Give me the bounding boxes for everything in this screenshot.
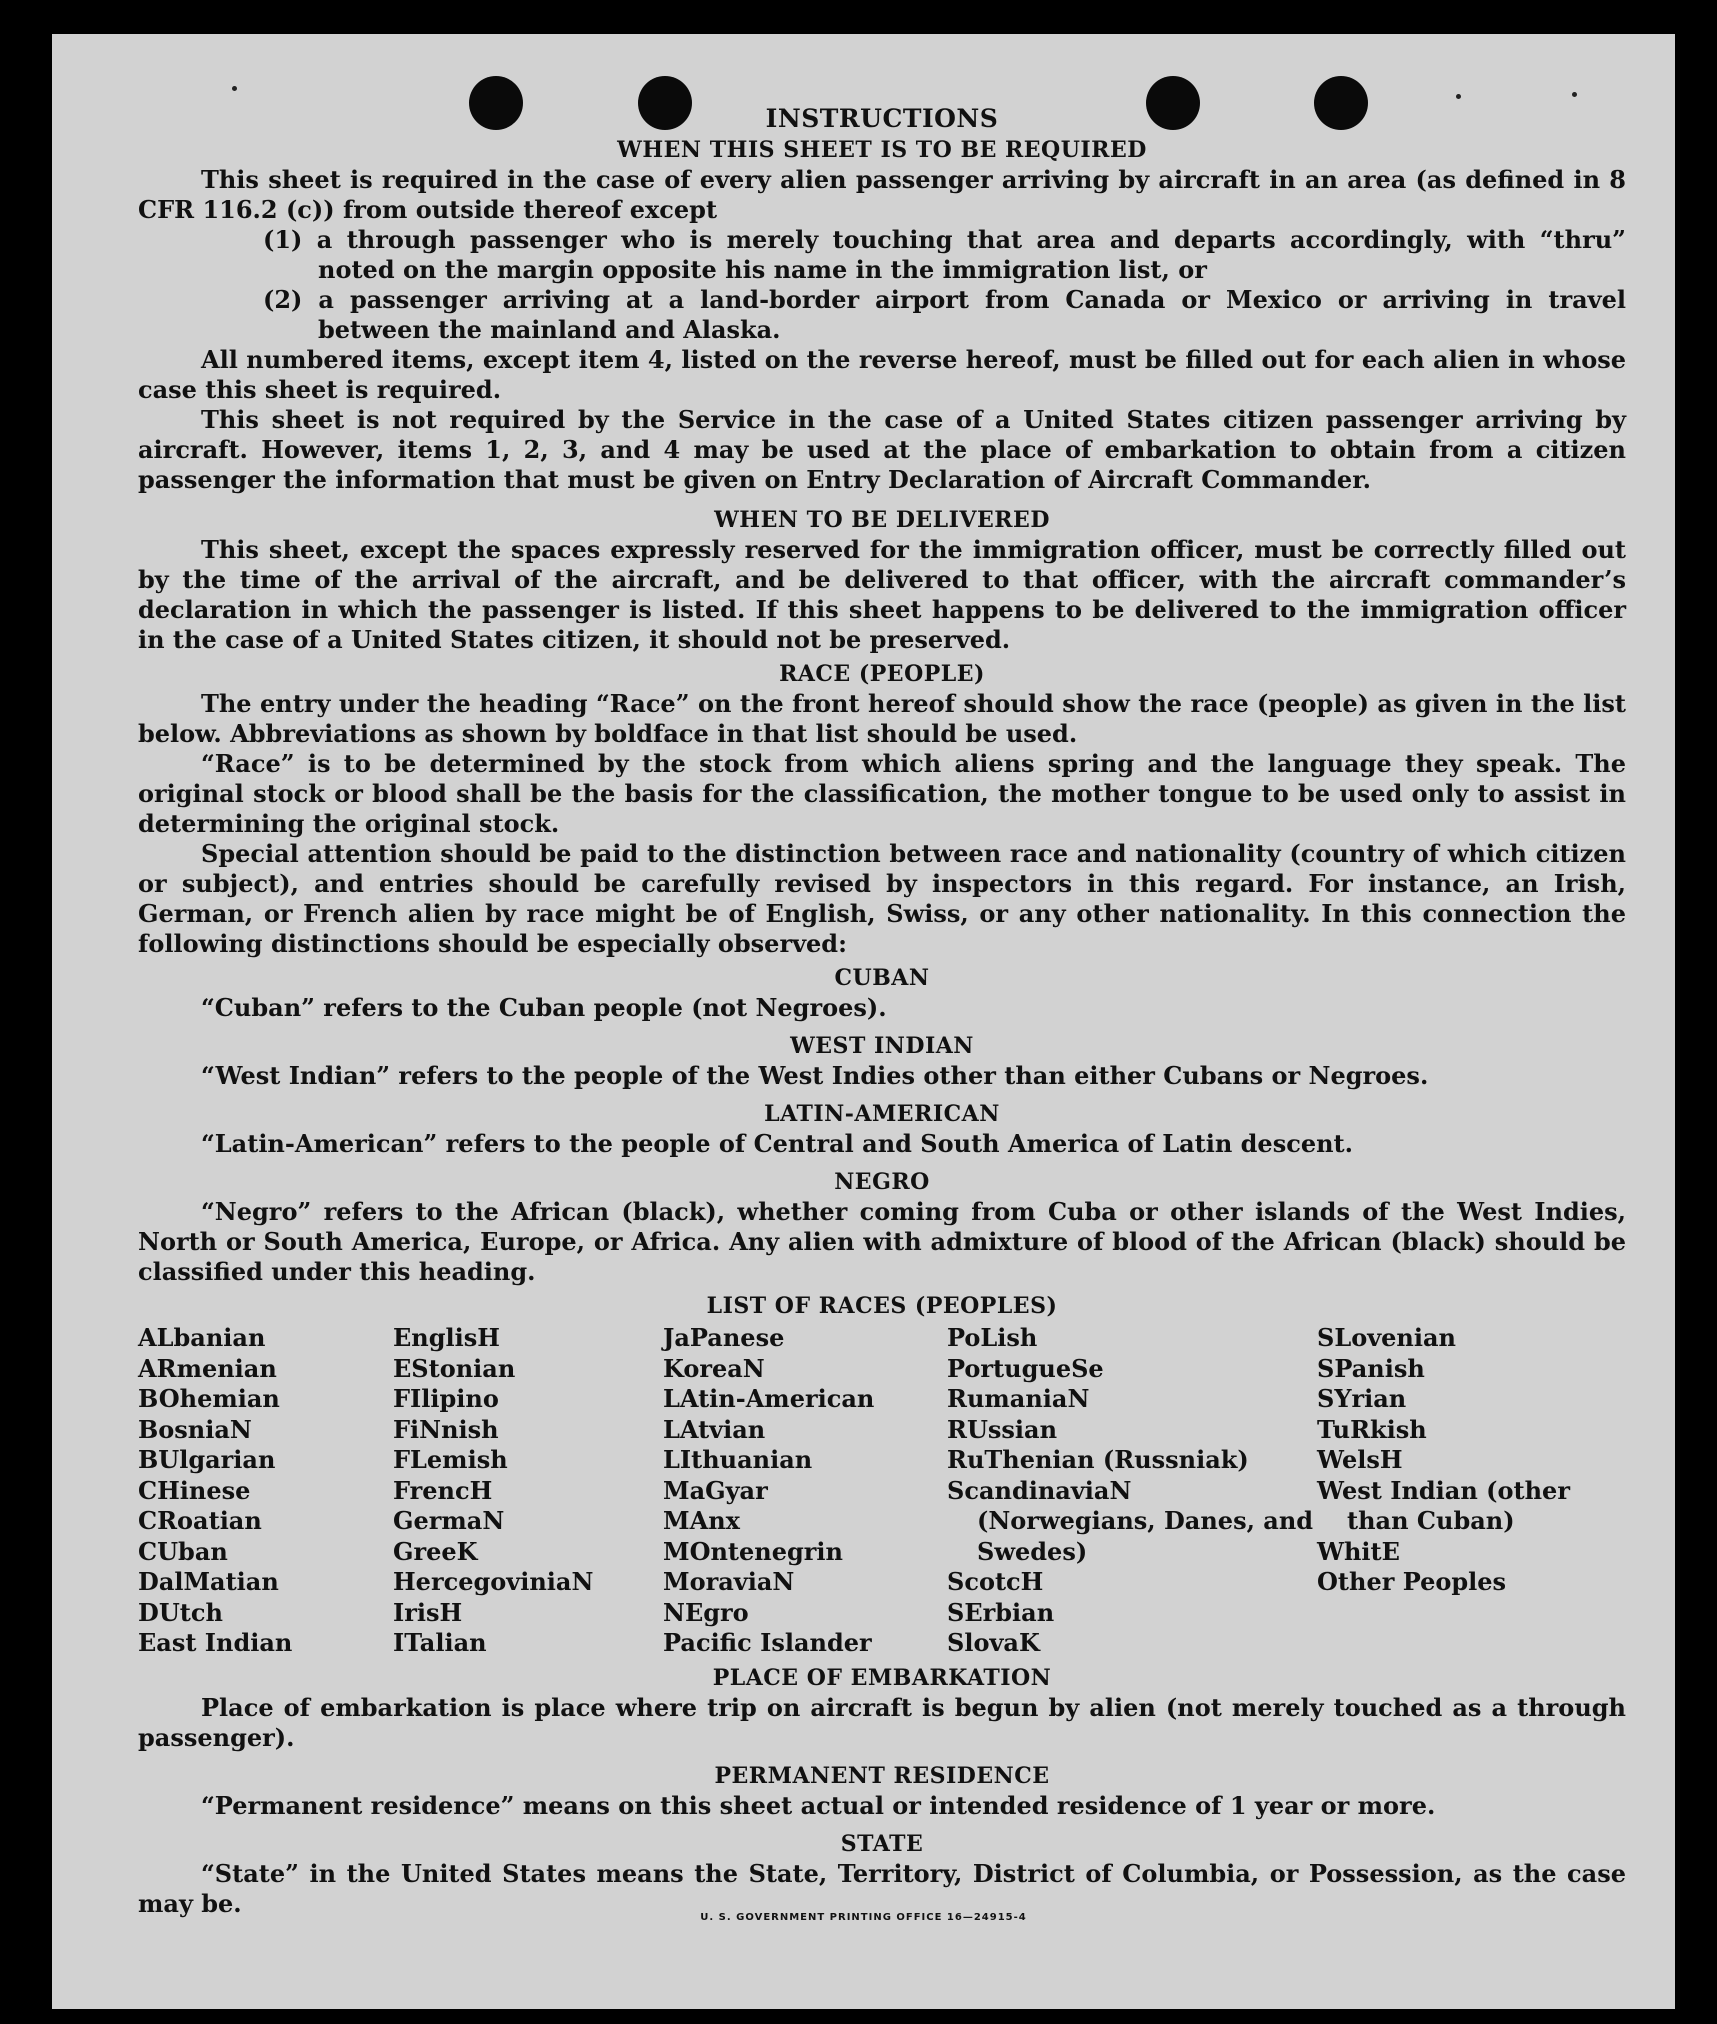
- race-entry: MAnx: [663, 1506, 740, 1535]
- race-entry: PoLish: [947, 1323, 1038, 1352]
- race-entry: CHinese: [138, 1475, 251, 1505]
- section-heading: RACE (PEOPLE): [779, 661, 985, 687]
- race-column: [947, 1323, 1317, 1659]
- printer-imprint: U. S. GOVERNMENT PRINTING OFFICE 16—24915-4: [700, 1912, 1027, 1923]
- list-item: (1) a through passenger who is merely touching that area and departs accordingly, with “thru” noted on the margin opposite his name in the immigration list, or: [263, 225, 1626, 284]
- race-entry: MaGyar: [663, 1475, 768, 1505]
- race-entry: RUssian: [947, 1414, 1058, 1444]
- race-entry: SErbian: [947, 1597, 1055, 1627]
- paragraph: “State” in the United States means the State, Territory, District of Columbia, or Possession, as the case may be.: [138, 1858, 1626, 1918]
- race-entry: FrencH: [393, 1475, 493, 1505]
- paragraph: “Cuban” refers to the Cuban people (not Negroes).: [201, 993, 887, 1022]
- paragraph: The entry under the heading “Race” on the front hereof should show the race (people) as given in the list below. Abbreviations as shown by boldface in that list should be used.: [138, 689, 1626, 748]
- race-entry: LAtin-American: [663, 1384, 875, 1413]
- document-sheet: [52, 34, 1675, 2009]
- paragraph: Place of embarkation is place where trip on aircraft is begun by alien (not merely touched as a through passenger).: [138, 1692, 1626, 1752]
- race-entry: EStonian: [393, 1353, 516, 1383]
- race-entry: BOhemian: [138, 1384, 280, 1413]
- paragraph: This sheet, except the spaces expressly reserved for the immigration officer, must be correctly filled out by the time of the arrival of the aircraft, and be delivered to that officer, with the aircraft commander’s declaration in which the passenger is listed. If this sheet happens to be delivered to the immigration officer in the case of a United States citizen, it should not be preserved.: [138, 535, 1626, 654]
- list-item: (2) a passenger arriving at a land-border airport from Canada or Mexico or arriving in travel between the mainland and Alaska.: [263, 285, 1626, 344]
- race-entry: GermaN: [393, 1506, 505, 1535]
- paragraph: “Race” is to be determined by the stock from which aliens spring and the language they speak. The original stock or blood shall be the basis for the classification, the mother tongue to be used only to assist in determining the original stock.: [138, 749, 1626, 838]
- race-entry: RuThenian (Russniak): [947, 1445, 1249, 1474]
- race-entry: KoreaN: [663, 1353, 765, 1383]
- race-entry: HercegoviniaN: [393, 1567, 594, 1596]
- race-entry: Pacific Islander: [663, 1628, 872, 1657]
- race-entry: East Indian: [138, 1628, 293, 1657]
- speck: [1456, 94, 1461, 99]
- race-column: [138, 1323, 393, 1659]
- race-entry: EnglisH: [393, 1323, 500, 1352]
- race-list: [138, 1323, 1626, 1659]
- paragraph: This sheet is required in the case of every alien passenger arriving by aircraft in an area (as defined in 8 CFR 116.2 (c)) from outside thereof except: [138, 165, 1626, 224]
- paragraph: Special attention should be paid to the distinction between race and nationality (country of which citizen or subject), and entries should be carefully revised by inspectors in this regard. For instance, an Irish, German, or French alien by race might be of English, Swiss, or any other nationality. In this connection the following distinctions should be especially observed:: [138, 839, 1626, 958]
- race-entry: RumaniaN: [947, 1384, 1090, 1413]
- race-entry: ScandinaviaN (Norwegians, Danes, and Swedes): [947, 1475, 1314, 1566]
- race-entry: ScotcH: [947, 1567, 1044, 1596]
- race-entry: FLemish: [393, 1445, 508, 1474]
- race-column: [393, 1323, 663, 1659]
- instructions-content: [138, 104, 1626, 1919]
- paragraph: “Permanent residence” means on this sheet actual or intended residence of 1 year or more.: [201, 1790, 1436, 1820]
- race-entry: CUban: [138, 1536, 228, 1566]
- race-entry: GreeK: [393, 1536, 478, 1566]
- race-entry: ALbanian: [138, 1323, 266, 1352]
- race-entry: ARmenian: [138, 1353, 277, 1383]
- race-entry: MoraviaN: [663, 1567, 795, 1596]
- race-entry: DUtch: [138, 1597, 223, 1627]
- race-entry: BUlgarian: [138, 1445, 276, 1474]
- race-entry: ITalian: [393, 1628, 487, 1657]
- section-heading: WHEN THIS SHEET IS TO BE REQUIRED: [617, 137, 1147, 163]
- race-entry: MOntenegrin: [663, 1536, 843, 1566]
- race-entry: SlovaK: [947, 1628, 1040, 1657]
- race-entry: SYrian: [1317, 1384, 1407, 1413]
- paragraph: “West Indian” refers to the people of the West Indies other than either Cubans or Negroes.: [201, 1061, 1429, 1090]
- section-heading: PLACE OF EMBARKATION: [712, 1664, 1052, 1691]
- page-title: INSTRUCTIONS: [765, 104, 999, 133]
- race-entry: Other Peoples: [1317, 1567, 1507, 1596]
- race-column: [663, 1323, 947, 1659]
- race-entry: FIlipino: [393, 1384, 499, 1413]
- section-heading: STATE: [840, 1830, 924, 1857]
- race-entry: CRoatian: [138, 1506, 262, 1535]
- race-entry: PortugueSe: [947, 1353, 1104, 1383]
- race-entry: WelsH: [1317, 1445, 1403, 1474]
- race-column: [1317, 1323, 1587, 1659]
- section-heading: LATIN-AMERICAN: [764, 1101, 1000, 1127]
- race-entry: LAtvian: [663, 1414, 766, 1444]
- section-heading: WEST INDIAN: [790, 1033, 974, 1059]
- paragraph: All numbered items, except item 4, listed on the reverse hereof, must be filled out for each alien in whose case this sheet is required.: [138, 345, 1626, 404]
- paragraph: “Negro” refers to the African (black), whether coming from Cuba or other islands of the West Indies, North or South America, Europe, or Africa. Any alien with admixture of blood of the African (black) should be classified under this heading.: [138, 1197, 1626, 1286]
- speck: [1572, 92, 1577, 97]
- race-entry: DalMatian: [138, 1567, 279, 1596]
- race-entry: LIthuanian: [663, 1445, 813, 1474]
- race-entry: NEgro: [663, 1597, 749, 1627]
- race-entry: SPanish: [1317, 1353, 1425, 1383]
- race-entry: WhitE: [1317, 1536, 1400, 1566]
- race-entry: TuRkish: [1317, 1414, 1427, 1444]
- race-entry: SLovenian: [1317, 1323, 1456, 1352]
- section-heading: CUBAN: [834, 965, 930, 991]
- paragraph: This sheet is not required by the Service in the case of a United States citizen passenger arriving by aircraft. However, items 1, 2, 3, and 4 may be used at the place of embarkation to obtain from a citizen passenger the information that must be given on Entry Declaration of Aircraft Commander.: [138, 405, 1626, 494]
- race-entry: JaPanese: [663, 1323, 785, 1352]
- race-entry: FiNnish: [393, 1414, 499, 1444]
- section-heading: WHEN TO BE DELIVERED: [714, 507, 1050, 533]
- race-entry: IrisH: [393, 1597, 463, 1627]
- paragraph: “Latin-American” refers to the people of Central and South America of Latin descent.: [201, 1129, 1353, 1158]
- section-heading: PERMANENT RESIDENCE: [714, 1762, 1050, 1789]
- section-heading: NEGRO: [834, 1169, 930, 1195]
- speck: [232, 86, 237, 91]
- race-entry: West Indian (other than Cuban): [1317, 1475, 1570, 1535]
- section-heading: LIST OF RACES (PEOPLES): [706, 1293, 1058, 1319]
- race-entry: BosniaN: [138, 1414, 252, 1444]
